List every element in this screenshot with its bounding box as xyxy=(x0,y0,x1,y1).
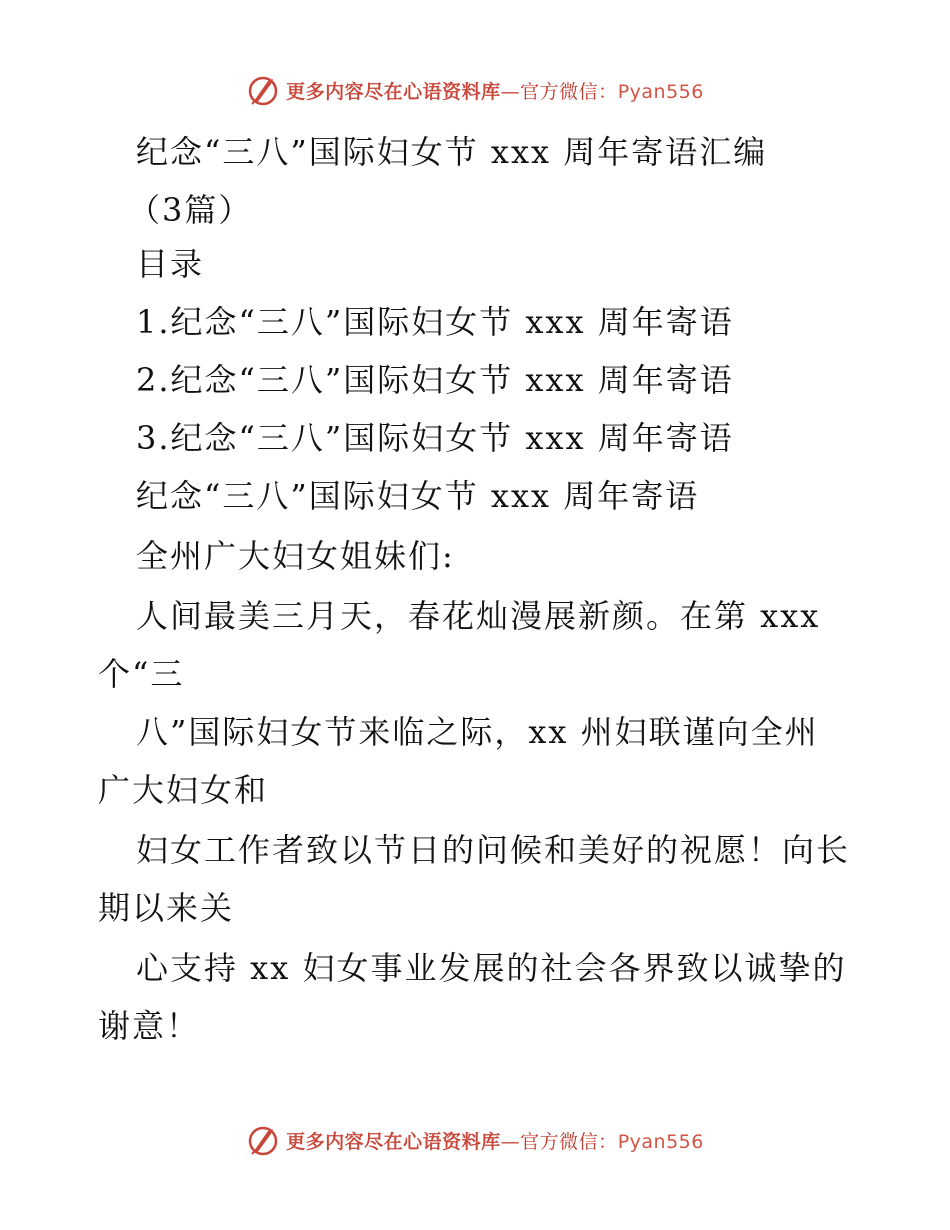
watermark-separator: — xyxy=(500,80,521,103)
paragraph-line-3: 八”国际妇女节来临之际，xx 州妇联谨向全州 xyxy=(136,713,819,751)
toc-heading: 目录 xyxy=(136,245,205,283)
salutation: 全州广大妇女姐妹们: xyxy=(136,537,455,575)
document-title-line-2: （3篇） xyxy=(128,191,253,229)
watermark-label: 官方微信： xyxy=(520,80,618,103)
paragraph-line-1: 人间最美三月天，春花灿漫展新颜。在第 xxx xyxy=(136,597,821,635)
watermark-handle: Pyan556 xyxy=(617,1130,704,1153)
watermark-text xyxy=(286,77,704,104)
header-watermark xyxy=(0,70,950,110)
quill-pen-logo-icon xyxy=(246,1123,280,1157)
watermark-main-text: 更多内容尽在心语资料库 xyxy=(286,1130,501,1153)
paragraph-line-2: 个“三 xyxy=(98,655,185,693)
watermark-label: 官方微信： xyxy=(520,1130,618,1153)
section-title: 纪念“三八”国际妇女节 xxx 周年寄语 xyxy=(136,477,700,515)
watermark-main-text: 更多内容尽在心语资料库 xyxy=(286,80,501,103)
watermark-text-footer xyxy=(286,1127,704,1154)
paragraph-line-4: 广大妇女和 xyxy=(98,771,269,809)
toc-item-3: 3.纪念“三八”国际妇女节 xxx 周年寄语 xyxy=(136,419,734,457)
paragraph-line-7: 心支持 xx 妇女事业发展的社会各界致以诚挚的 xyxy=(136,949,847,987)
quill-pen-logo-icon xyxy=(246,73,280,107)
watermark-handle: Pyan556 xyxy=(617,80,704,103)
footer-watermark xyxy=(0,1120,950,1160)
paragraph-line-5: 妇女工作者致以节日的问候和美好的祝愿！向长 xyxy=(136,831,851,869)
document-title-line-1: 纪念“三八”国际妇女节 xxx 周年寄语汇编 xyxy=(136,133,768,171)
paragraph-line-6: 期以来关 xyxy=(98,889,235,927)
paragraph-line-8: 谢意！ xyxy=(98,1007,201,1045)
watermark-separator: — xyxy=(500,1130,521,1153)
toc-item-1: 1.纪念“三八”国际妇女节 xxx 周年寄语 xyxy=(136,303,734,341)
watermark-inner-footer xyxy=(246,1123,704,1157)
watermark-inner xyxy=(246,73,704,107)
toc-item-2: 2.纪念“三八”国际妇女节 xxx 周年寄语 xyxy=(136,361,734,399)
